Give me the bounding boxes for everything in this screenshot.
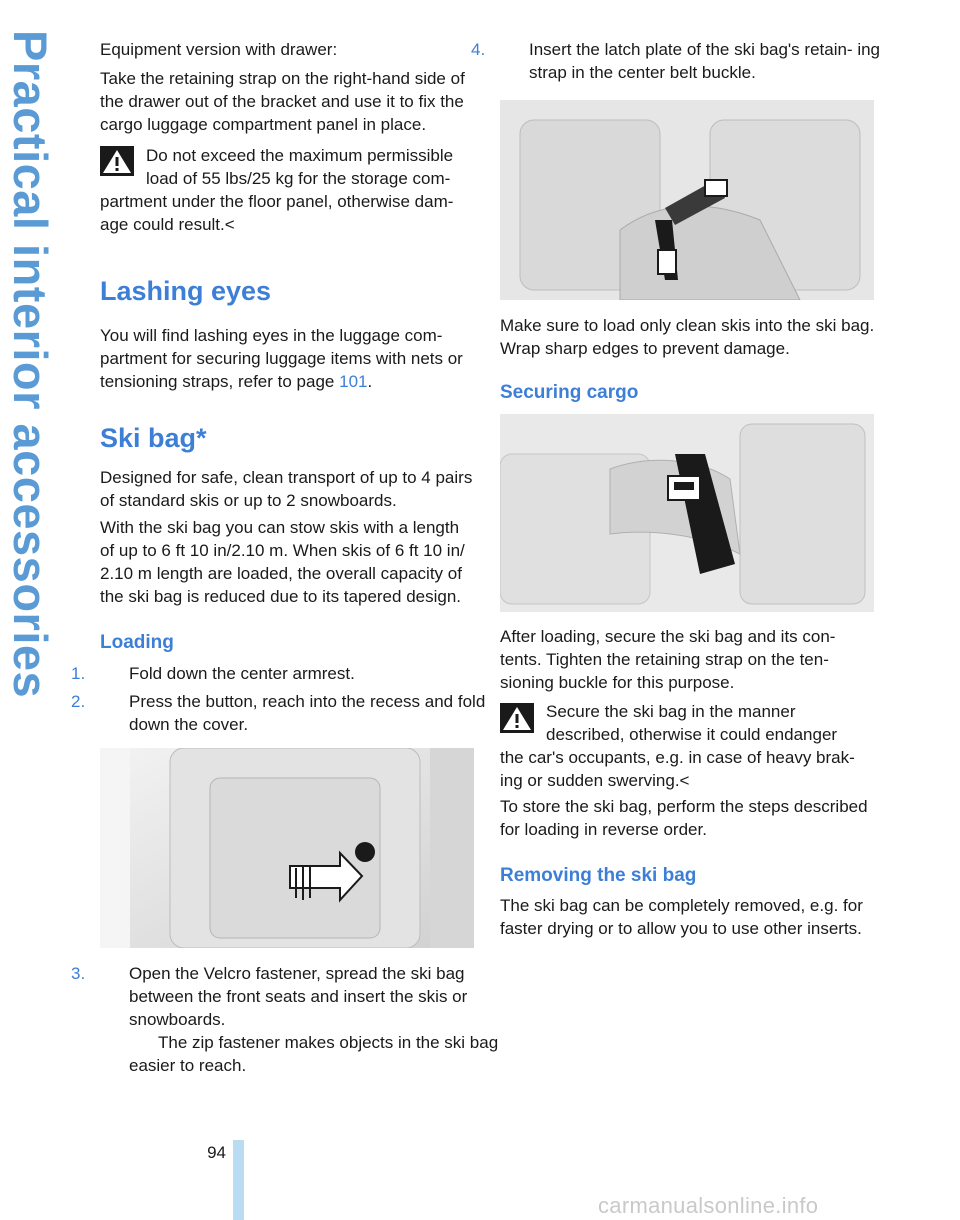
- watermark: carmanualsonline.info: [598, 1193, 819, 1218]
- armrest-button-illustration: [100, 748, 474, 948]
- warning1-rest: partment under the floor panel, otherwise dam- age could result.: [100, 192, 454, 234]
- warning-triangle-icon: [100, 146, 134, 176]
- step-3: [71, 962, 503, 1077]
- step-1-text: Fold down the center armrest.: [129, 664, 355, 683]
- lashing-eyes-text: You will find lashing eyes in the luggage com- partment for securing luggage items with nets or tensioning straps, refer to page: [100, 326, 463, 391]
- lashing-period: .: [367, 372, 373, 391]
- step-4: [471, 38, 905, 84]
- step-4-number: 4.: [471, 40, 486, 59]
- lashing-eyes-paragraph: [100, 324, 474, 393]
- after-loading-paragraph: After loading, secure the ski bag and its con- tents. Tighten the retaining strap on the ten- sioning buckle for this purpose.: [500, 627, 836, 692]
- ski-bag-capacity-paragraph: Designed for safe, clean transport of up to 4 pairs of standard skis or up to 2 snowboards.: [100, 468, 473, 510]
- heading-ski-bag: Ski bag*: [100, 423, 207, 453]
- step-1-number: 1.: [71, 664, 86, 683]
- retaining-strap-paragraph: Take the retaining strap on the right-hand side of the drawer out of the bracket and use it to fix the cargo luggage compartment panel in place.: [100, 69, 465, 134]
- sidebar-title-text: Practical interior accessories: [4, 30, 57, 699]
- step-2-number: 2.: [71, 692, 86, 711]
- ski-bag-length-paragraph: With the ski bag you can stow skis with a length of up to 6 ft 10 in/2.10 m. When skis of 6 ft 10 in/ 2.10 m length are loaded, the overall capacity of the ski bag is reduced due to its tapered design.: [100, 518, 465, 606]
- heading-removing-ski-bag: Removing the ski bag: [500, 865, 697, 886]
- warning2-end-mark: <: [679, 771, 690, 790]
- removing-ski-bag-paragraph: The ski bag can be completely removed, e.g. for faster drying or to allow you to use other inserts.: [500, 896, 863, 938]
- step-3-subtext: The zip fastener makes objects in the ski bag easier to reach.: [129, 1033, 499, 1075]
- step-3-number: 3.: [71, 964, 86, 983]
- heading-loading: Loading: [100, 632, 174, 653]
- warning1-line1: Do not exceed the maximum permissible: [146, 146, 454, 165]
- step-2: [71, 690, 503, 736]
- warning-note-secure: [500, 700, 876, 792]
- clean-skis-paragraph: Make sure to load only clean skis into the ski bag. Wrap sharp edges to prevent damage.: [500, 316, 875, 358]
- step-2-text: Press the button, reach into the recess and fold down the cover.: [129, 692, 486, 734]
- page-reference-link[interactable]: 101: [339, 372, 368, 391]
- warning-note-storage: [100, 144, 474, 236]
- page-number: 94: [207, 1143, 226, 1162]
- securing-cargo-graphic: [500, 414, 874, 612]
- warning2-line1: Secure the ski bag in the manner: [546, 702, 796, 721]
- securing-cargo-illustration: [500, 414, 874, 612]
- warning2-rest: the car's occupants, e.g. in case of heavy brak- ing or sudden swerving.: [500, 748, 855, 790]
- step-4-text: Insert the latch plate of the ski bag's retain- ing strap in the center belt buckle.: [529, 40, 880, 82]
- heading-securing-cargo: Securing cargo: [500, 382, 639, 403]
- heading-lashing-eyes: Lashing eyes: [100, 276, 272, 306]
- sidebar-section-title: [0, 0, 80, 1000]
- belt-buckle-graphic: [500, 100, 874, 300]
- armrest-illustration-graphic: [100, 748, 474, 948]
- page-number-bar: [233, 1140, 244, 1220]
- store-ski-bag-paragraph: To store the ski bag, perform the steps described for loading in reverse order.: [500, 797, 868, 839]
- warning-triangle-icon: [500, 703, 534, 733]
- warning2-line2: described, otherwise it could endanger: [546, 725, 838, 744]
- step-3-text: Open the Velcro fastener, spread the ski bag between the front seats and insert the skis or snowboards.: [129, 964, 468, 1029]
- step-1: [71, 662, 503, 685]
- belt-buckle-illustration: [500, 100, 874, 300]
- warning1-line2: load of 55 lbs/25 kg for the storage com-: [146, 169, 451, 188]
- intro-line: Equipment version with drawer:: [100, 40, 338, 59]
- warning1-end-mark: <: [224, 215, 235, 234]
